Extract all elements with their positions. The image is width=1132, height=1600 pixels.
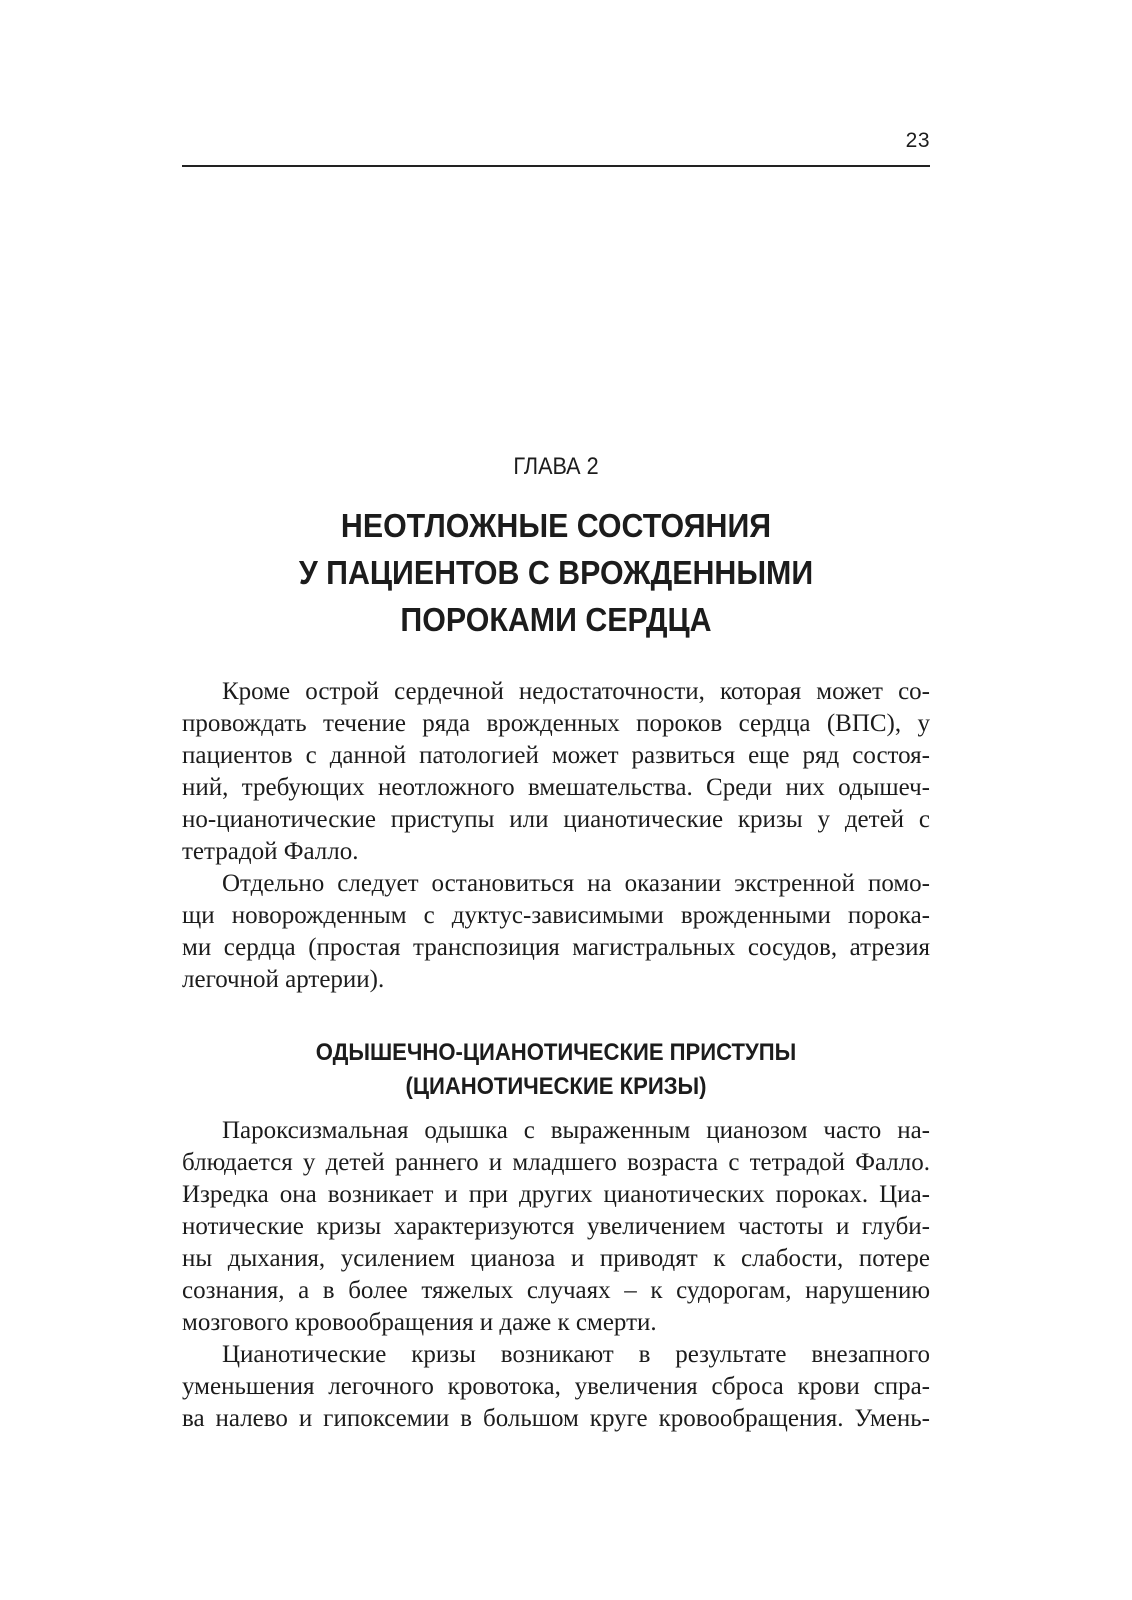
section-title-line: ОДЫШЕЧНО-ЦИАНОТИЧЕСКИЕ ПРИСТУПЫ <box>315 1039 797 1066</box>
chapter-label: ГЛАВА 2 <box>513 453 599 480</box>
chapter-title-line: НЕОТЛОЖНЫЕ СОСТОЯНИЯ <box>340 507 772 544</box>
paragraph <box>182 1115 930 1339</box>
text-line: но-цианотические приступы или цианотические кризы у детей с <box>182 806 930 833</box>
text-line: Отдельно следует остановиться на оказании экстренной помо- <box>222 870 930 897</box>
section-title <box>182 1036 930 1104</box>
text-line: сознания, а в более тяжелых случаях – к судорогам, нарушению <box>182 1277 930 1304</box>
chapter-title <box>182 502 930 643</box>
text-line: ми сердца (простая транспозиция магистральных сосудов, атрезия <box>182 934 930 961</box>
chapter-title-line: ПОРОКАМИ СЕРДЦА <box>400 601 712 638</box>
page-number: 23 <box>905 129 930 152</box>
text-line: Цианотические кризы возникают в результате внезапного <box>222 1341 930 1368</box>
section-text <box>182 1115 930 1435</box>
text-line: Кроме острой сердечной недостаточности, которая может со- <box>222 678 930 705</box>
section-title-line: (ЦИАНОТИЧЕСКИЕ КРИЗЫ) <box>405 1073 707 1100</box>
intro-text <box>182 676 930 996</box>
text-line: мозгового кровообращения и даже к смерти. <box>182 1309 657 1336</box>
chapter-title-line: У ПАЦИЕНТОВ С ВРОЖДЕННЫМИ <box>298 554 814 591</box>
header-rule <box>182 165 930 167</box>
paragraph <box>182 676 930 868</box>
text-line: уменьшения легочного кровотока, увеличения сброса крови спра- <box>182 1373 930 1400</box>
paragraph <box>182 868 930 996</box>
text-line: нотические кризы характеризуются увеличением частоты и глуби- <box>182 1213 930 1240</box>
text-line: легочной артерии). <box>182 966 385 993</box>
text-line: ний, требующих неотложного вмешательства. Среди них одышеч- <box>182 774 930 801</box>
text-line: ва налево и гипоксемии в большом круге кровообращения. Умень- <box>182 1405 930 1432</box>
text-line: пациентов с данной патологией может развиться еще ряд состоя- <box>182 742 930 769</box>
text-line: ны дыхания, усилением цианоза и приводят к слабости, потере <box>182 1245 930 1272</box>
text-line: тетрадой Фалло. <box>182 838 359 865</box>
text-line: щи новорожденным с дуктус-зависимыми врожденными порока- <box>182 902 930 929</box>
text-line: блюдается у детей раннего и младшего возраста с тетрадой Фалло. <box>182 1149 930 1176</box>
text-line: Изредка она возникает и при других цианотических пороках. Циа- <box>182 1181 930 1208</box>
text-line: Пароксизмальная одышка с выраженным цианозом часто на- <box>222 1117 930 1144</box>
text-line: провождать течение ряда врожденных пороков сердца (ВПС), у <box>182 710 930 737</box>
paragraph <box>182 1339 930 1435</box>
